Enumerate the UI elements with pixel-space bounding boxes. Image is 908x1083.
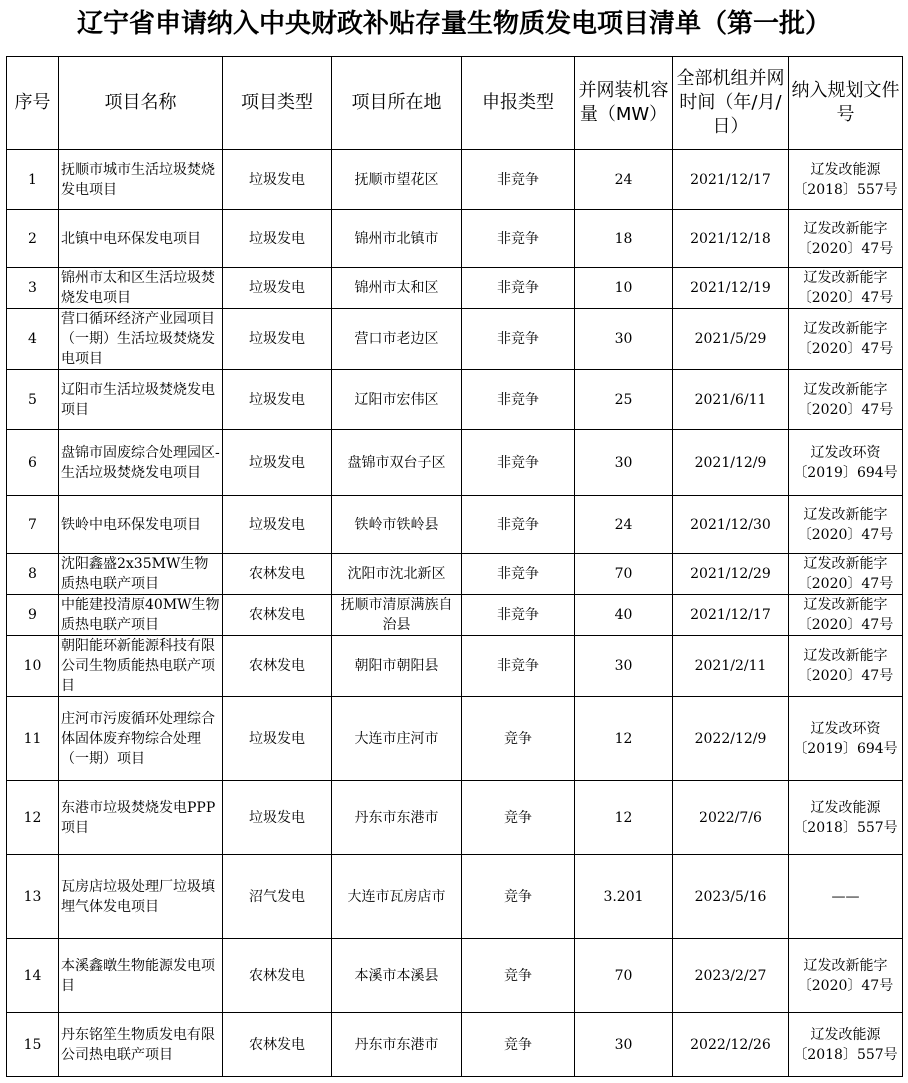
- table-row: [7, 309, 903, 370]
- page-title: 辽宁省申请纳入中央财政补贴存量生物质发电项目清单（第一批）: [76, 9, 831, 39]
- table-row: [7, 370, 903, 430]
- cell-apply: 非竞争: [462, 430, 575, 496]
- cell-location: 丹东市东港市: [332, 781, 462, 855]
- table-header-row: [7, 57, 903, 150]
- cell-apply: 非竞争: [462, 636, 575, 697]
- cell-capacity: 30: [575, 309, 673, 370]
- cell-type: 垃圾发电: [223, 430, 332, 496]
- header-cell-name: 项目名称: [59, 57, 223, 150]
- cell-name: 抚顺市城市生活垃圾焚烧发电项目: [59, 150, 223, 210]
- table-row: [7, 268, 903, 309]
- cell-no: 14: [7, 939, 59, 1013]
- header-cell-capacity: 并网装机容量（MW）: [575, 57, 673, 150]
- cell-apply: 非竞争: [462, 370, 575, 430]
- cell-doc: 辽发改新能字〔2020〕47号: [789, 309, 903, 370]
- cell-apply: 非竞争: [462, 595, 575, 636]
- cell-name: 铁岭中电环保发电项目: [59, 496, 223, 554]
- cell-location: 大连市瓦房店市: [332, 855, 462, 939]
- cell-no: 11: [7, 697, 59, 781]
- cell-doc: 辽发改能源〔2018〕557号: [789, 1013, 903, 1077]
- cell-location: 铁岭市铁岭县: [332, 496, 462, 554]
- cell-doc: 辽发改能源〔2018〕557号: [789, 781, 903, 855]
- cell-type: 农林发电: [223, 939, 332, 1013]
- cell-capacity: 30: [575, 636, 673, 697]
- cell-apply: 非竞争: [462, 210, 575, 268]
- cell-location: 朝阳市朝阳县: [332, 636, 462, 697]
- project-table: [6, 56, 903, 1077]
- cell-no: 5: [7, 370, 59, 430]
- cell-doc: 辽发改新能字〔2020〕47号: [789, 268, 903, 309]
- table-row: [7, 496, 903, 554]
- cell-doc: 辽发改环资〔2019〕694号: [789, 697, 903, 781]
- cell-no: 15: [7, 1013, 59, 1077]
- cell-type: 农林发电: [223, 595, 332, 636]
- cell-type: 垃圾发电: [223, 781, 332, 855]
- cell-date: 2021/12/9: [673, 430, 789, 496]
- cell-capacity: 3.201: [575, 855, 673, 939]
- cell-type: 农林发电: [223, 636, 332, 697]
- cell-name: 辽阳市生活垃圾焚烧发电项目: [59, 370, 223, 430]
- cell-doc: 辽发改新能字〔2020〕47号: [789, 210, 903, 268]
- cell-apply: 竞争: [462, 1013, 575, 1077]
- cell-apply: 非竞争: [462, 150, 575, 210]
- table-row: [7, 781, 903, 855]
- cell-no: 6: [7, 430, 59, 496]
- cell-capacity: 25: [575, 370, 673, 430]
- cell-type: 垃圾发电: [223, 268, 332, 309]
- cell-doc: 辽发改能源〔2018〕557号: [789, 150, 903, 210]
- cell-capacity: 40: [575, 595, 673, 636]
- cell-no: 7: [7, 496, 59, 554]
- cell-date: 2021/12/17: [673, 150, 789, 210]
- cell-capacity: 10: [575, 268, 673, 309]
- cell-type: 农林发电: [223, 554, 332, 595]
- cell-no: 8: [7, 554, 59, 595]
- cell-date: 2022/7/6: [673, 781, 789, 855]
- cell-name: 盘锦市固废综合处理园区-生活垃圾焚烧发电项目: [59, 430, 223, 496]
- cell-location: 抚顺市清原满族自治县: [332, 595, 462, 636]
- cell-capacity: 70: [575, 554, 673, 595]
- cell-location: 锦州市太和区: [332, 268, 462, 309]
- cell-apply: 非竞争: [462, 268, 575, 309]
- cell-name: 本溪鑫暾生物能源发电项目: [59, 939, 223, 1013]
- cell-doc: 辽发改新能字〔2020〕47号: [789, 554, 903, 595]
- cell-no: 1: [7, 150, 59, 210]
- table-row: [7, 210, 903, 268]
- cell-location: 大连市庄河市: [332, 697, 462, 781]
- header-cell-apply: 申报类型: [462, 57, 575, 150]
- cell-date: 2023/5/16: [673, 855, 789, 939]
- table-row: [7, 939, 903, 1013]
- cell-date: 2021/2/11: [673, 636, 789, 697]
- cell-name: 中能建投清原40MW生物质热电联产项目: [59, 595, 223, 636]
- cell-date: 2021/12/29: [673, 554, 789, 595]
- header-cell-location: 项目所在地: [332, 57, 462, 150]
- cell-apply: 竞争: [462, 939, 575, 1013]
- cell-doc: 辽发改新能字〔2020〕47号: [789, 939, 903, 1013]
- cell-doc: 辽发改新能字〔2020〕47号: [789, 636, 903, 697]
- header-cell-doc: 纳入规划文件号: [789, 57, 903, 150]
- table-row: [7, 554, 903, 595]
- cell-doc: 辽发改新能字〔2020〕47号: [789, 370, 903, 430]
- table-row: [7, 595, 903, 636]
- cell-name: 东港市垃圾焚烧发电PPP项目: [59, 781, 223, 855]
- cell-date: 2023/2/27: [673, 939, 789, 1013]
- cell-name: 朝阳能环新能源科技有限公司生物质能热电联产项目: [59, 636, 223, 697]
- cell-date: 2021/12/30: [673, 496, 789, 554]
- cell-date: 2021/12/18: [673, 210, 789, 268]
- cell-capacity: 24: [575, 496, 673, 554]
- cell-no: 10: [7, 636, 59, 697]
- cell-name: 庄河市污废循环处理综合体固体废弃物综合处理（一期）项目: [59, 697, 223, 781]
- cell-date: 2021/12/19: [673, 268, 789, 309]
- cell-name: 瓦房店垃圾处理厂垃圾填埋气体发电项目: [59, 855, 223, 939]
- cell-type: 垃圾发电: [223, 370, 332, 430]
- cell-name: 营口循环经济产业园项目（一期）生活垃圾焚烧发电项目: [59, 309, 223, 370]
- cell-no: 4: [7, 309, 59, 370]
- cell-capacity: 12: [575, 697, 673, 781]
- cell-doc: ——: [789, 855, 903, 939]
- cell-type: 沼气发电: [223, 855, 332, 939]
- cell-no: 2: [7, 210, 59, 268]
- cell-apply: 竞争: [462, 697, 575, 781]
- cell-no: 12: [7, 781, 59, 855]
- table-row: [7, 697, 903, 781]
- cell-name: 锦州市太和区生活垃圾焚烧发电项目: [59, 268, 223, 309]
- cell-apply: 竞争: [462, 781, 575, 855]
- cell-apply: 非竞争: [462, 554, 575, 595]
- cell-apply: 竞争: [462, 855, 575, 939]
- cell-name: 北镇中电环保发电项目: [59, 210, 223, 268]
- cell-capacity: 70: [575, 939, 673, 1013]
- cell-capacity: 24: [575, 150, 673, 210]
- cell-location: 锦州市北镇市: [332, 210, 462, 268]
- table-row: [7, 855, 903, 939]
- table-row: [7, 636, 903, 697]
- table-row: [7, 150, 903, 210]
- cell-name: 沈阳鑫盛2x35MW生物质热电联产项目: [59, 554, 223, 595]
- table-row: [7, 430, 903, 496]
- cell-capacity: 18: [575, 210, 673, 268]
- cell-location: 抚顺市望花区: [332, 150, 462, 210]
- header-cell-no: 序号: [7, 57, 59, 150]
- cell-no: 3: [7, 268, 59, 309]
- cell-type: 垃圾发电: [223, 697, 332, 781]
- cell-location: 沈阳市沈北新区: [332, 554, 462, 595]
- header-cell-type: 项目类型: [223, 57, 332, 150]
- cell-type: 垃圾发电: [223, 210, 332, 268]
- table-row: [7, 1013, 903, 1077]
- cell-date: 2022/12/26: [673, 1013, 789, 1077]
- header-cell-date: 全部机组并网时间（年/月/日）: [673, 57, 789, 150]
- cell-name: 丹东铭笙生物质发电有限公司热电联产项目: [59, 1013, 223, 1077]
- cell-capacity: 30: [575, 430, 673, 496]
- cell-capacity: 30: [575, 1013, 673, 1077]
- cell-location: 辽阳市宏伟区: [332, 370, 462, 430]
- cell-type: 垃圾发电: [223, 496, 332, 554]
- cell-date: 2021/5/29: [673, 309, 789, 370]
- cell-no: 13: [7, 855, 59, 939]
- cell-type: 垃圾发电: [223, 309, 332, 370]
- cell-date: 2021/12/17: [673, 595, 789, 636]
- cell-no: 9: [7, 595, 59, 636]
- cell-doc: 辽发改新能字〔2020〕47号: [789, 595, 903, 636]
- cell-doc: 辽发改新能字〔2020〕47号: [789, 496, 903, 554]
- cell-type: 垃圾发电: [223, 150, 332, 210]
- cell-date: 2022/12/9: [673, 697, 789, 781]
- cell-location: 本溪市本溪县: [332, 939, 462, 1013]
- cell-apply: 非竞争: [462, 309, 575, 370]
- cell-date: 2021/6/11: [673, 370, 789, 430]
- cell-location: 营口市老边区: [332, 309, 462, 370]
- cell-doc: 辽发改环资〔2019〕694号: [789, 430, 903, 496]
- cell-type: 农林发电: [223, 1013, 332, 1077]
- cell-capacity: 12: [575, 781, 673, 855]
- cell-location: 盘锦市双台子区: [332, 430, 462, 496]
- cell-location: 丹东市东港市: [332, 1013, 462, 1077]
- cell-apply: 非竞争: [462, 496, 575, 554]
